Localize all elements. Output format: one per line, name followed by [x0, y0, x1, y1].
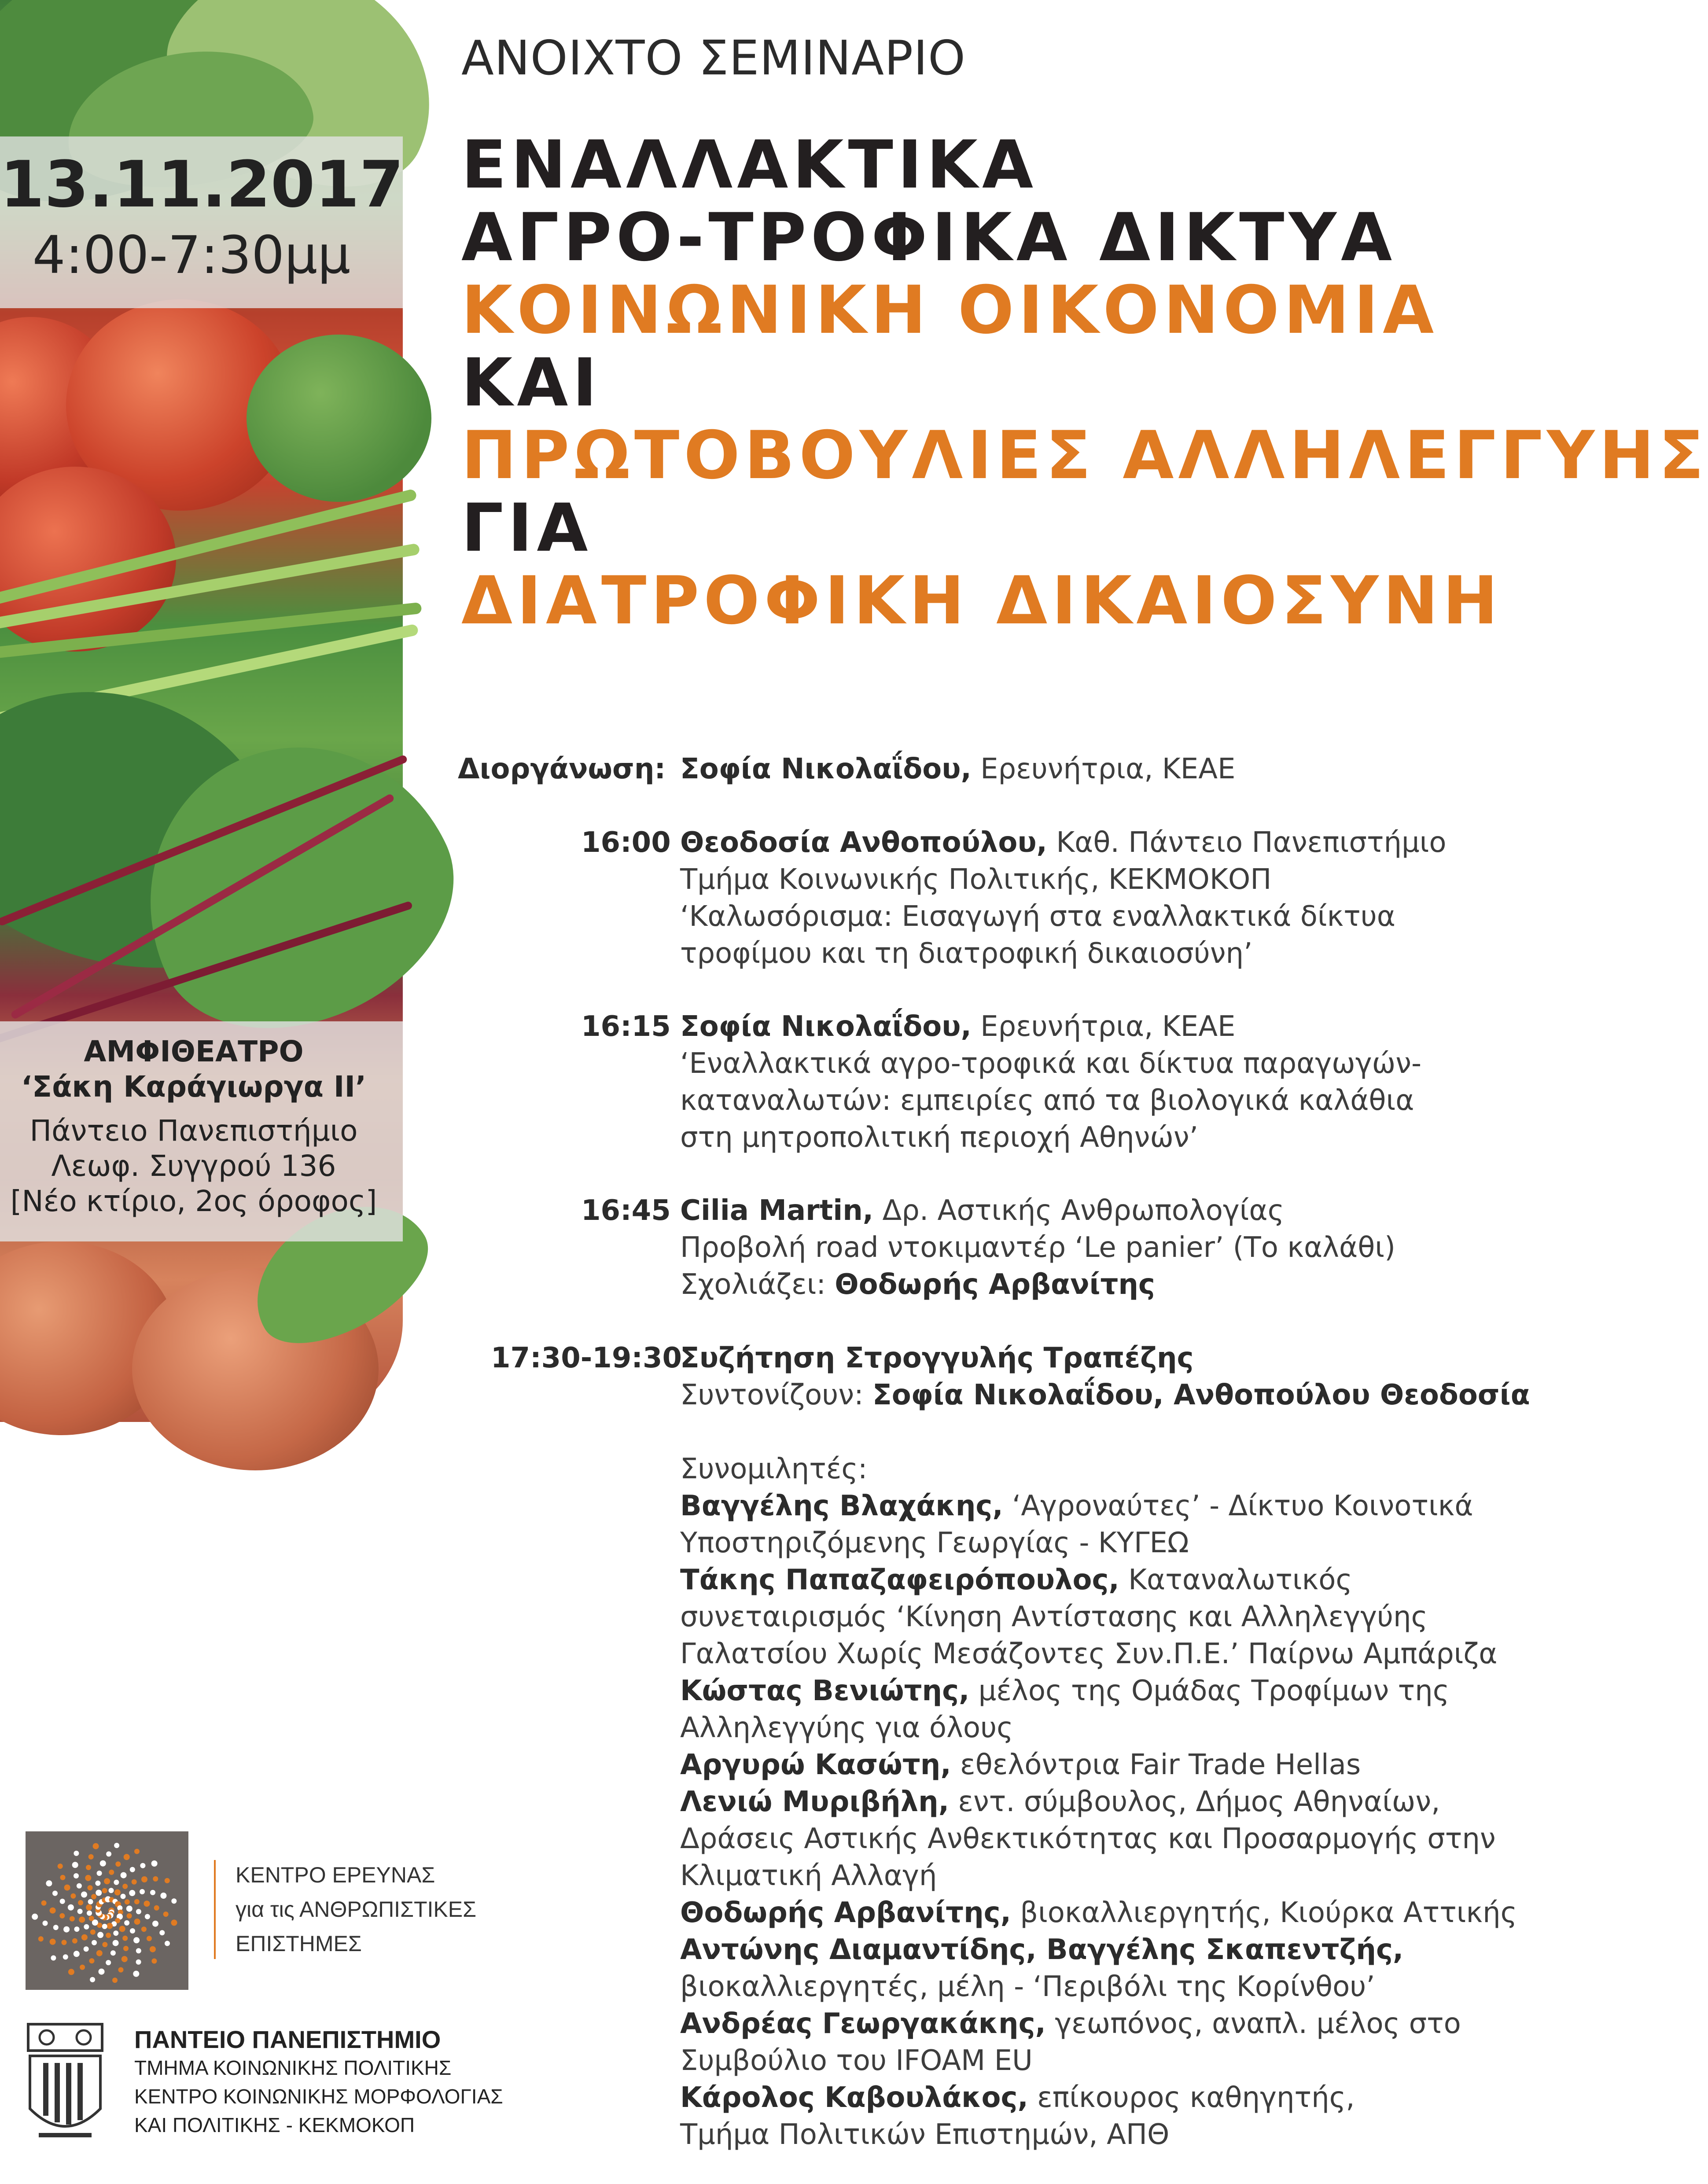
- spiral-dot: [114, 1843, 119, 1848]
- spiral-dot: [130, 1867, 135, 1872]
- title-line-4: ΚΑΙ: [461, 345, 602, 421]
- spiral-dot: [144, 1900, 150, 1907]
- spiral-dot: [32, 1914, 38, 1920]
- spiral-dot: [110, 1950, 116, 1956]
- roundtable-title: Συζήτηση Στρογγυλής Τραπέζης: [680, 1342, 1194, 1374]
- panelist-name: Κάρολος Καβουλάκος,: [680, 2081, 1028, 2114]
- spiral-dot: [130, 1928, 135, 1934]
- spiral-dot: [50, 1908, 56, 1914]
- panelist-desc: γεωπόνος, αναπλ. μέλος στο: [1045, 2007, 1461, 2040]
- spiral-dot: [136, 1909, 141, 1914]
- panelist: [680, 2079, 1355, 2116]
- panelist-desc: εθελόντρια Fair Trade Hellas: [951, 1749, 1361, 1781]
- spiral-dot: [74, 1873, 79, 1878]
- spiral-dot: [63, 1954, 68, 1959]
- spiral-dot: [70, 1893, 76, 1899]
- spiral-dot: [104, 1878, 110, 1884]
- panelist: [680, 1894, 1517, 1931]
- program-detail: τροφίμου και τη διατροφική δικαιοσύνη’: [680, 937, 1253, 970]
- spiral-dot: [134, 1849, 140, 1854]
- spiral-dot: [134, 1919, 140, 1925]
- spiral-dot: [74, 1951, 80, 1957]
- spiral-dot: [100, 1860, 106, 1867]
- spiral-dot: [134, 1899, 140, 1904]
- spiral-dot: [113, 1940, 119, 1946]
- speaker-affiliation: Δρ. Αστικής Ανθρωπολογίας: [873, 1194, 1285, 1227]
- program-detail: ‘Εναλλακτικά αγρο-τροφικά και δίκτυα παραγωγών-: [680, 1047, 1422, 1080]
- panelists-label: Συνομιλητές:: [680, 1453, 868, 1485]
- spiral-dot: [125, 1899, 130, 1904]
- spiral-dot: [136, 1948, 141, 1953]
- panelist-name: Τάκης Παπαζαφειρόπουλος,: [680, 1564, 1119, 1596]
- spiral-dot: [72, 1938, 77, 1944]
- spiral-dot: [85, 1875, 91, 1881]
- program-detail: στη μητροπολιτική περιοχή Αθηνών’: [680, 1121, 1198, 1154]
- spiral-dot: [78, 1900, 83, 1905]
- spiral-dot: [87, 1911, 92, 1916]
- spiral-dot: [114, 1889, 121, 1896]
- spiral-dot: [97, 1871, 102, 1876]
- spiral-dot: [141, 1876, 147, 1882]
- comment-name: Θοδωρής Αρβανίτης: [835, 1268, 1155, 1301]
- spiral-dot: [92, 1940, 97, 1945]
- spiral-dot: [118, 1967, 124, 1973]
- program-detail: Προβολή road ντοκιμαντέρ ‘Le panier’ (Το καλάθι): [680, 1231, 1395, 1264]
- panelist-desc-cont: συνεταιρισμός ‘Κίνηση Αντίστασης και Αλληλεγγύης: [680, 1601, 1428, 1633]
- organization-label: Διοργάνωση:: [458, 753, 666, 785]
- spiral-dot: [41, 1900, 47, 1906]
- program-time: 16:00: [581, 826, 671, 859]
- spiral-dot: [133, 1937, 140, 1943]
- spiral-dot: [68, 1969, 74, 1975]
- title-line-1: ΕΝΑΛΛΑΚΤΙΚΑ: [461, 127, 1038, 203]
- venue-floor: [Νέο κτίριο, 2ος όροφος]: [10, 1184, 377, 1218]
- spiral-dot: [88, 1854, 94, 1860]
- spiral-dot: [43, 1921, 48, 1926]
- spiral-dot: [89, 1958, 95, 1963]
- logo-divider: [214, 1860, 216, 1959]
- spiral-dot: [152, 1921, 158, 1927]
- panelist: [680, 1746, 1361, 1783]
- organizer-name: Σοφία Νικολαΐδου,: [680, 753, 972, 785]
- spiral-dot: [171, 1898, 177, 1904]
- spiral-dot: [124, 1920, 129, 1926]
- spiral-dot: [102, 1924, 107, 1929]
- spiral-dot: [46, 1880, 52, 1886]
- organizer-role: Ερευνήτρια, ΚΕΑΕ: [971, 753, 1236, 785]
- spiral-dot: [129, 1890, 135, 1896]
- panelist-name: Ανδρέας Γεωργακάκης,: [680, 2007, 1046, 2040]
- coordinators-names: Σοφία Νικολαΐδου, Ανθοπούλου Θεοδοσία: [872, 1379, 1530, 1411]
- spiral-dot: [145, 1914, 150, 1919]
- spiral-dot: [59, 1913, 65, 1919]
- spiral-dot: [74, 1851, 79, 1856]
- event-time: 4:00-7:30μμ: [32, 225, 351, 285]
- panelist-desc-cont: Τμήμα Πολιτικών Επιστημών, ΑΠΘ: [680, 2118, 1170, 2151]
- spiral-dot: [123, 1946, 129, 1951]
- spiral-dot: [106, 1933, 111, 1938]
- spiral-dot: [119, 1926, 125, 1932]
- spiral-dot: [81, 1934, 88, 1941]
- title-line-2: ΑΓΡΟ-ΤΡΟΦΙΚΑ ΔΙΚΤΥΑ: [461, 199, 1397, 276]
- spiral-dot: [151, 1860, 158, 1867]
- panelist-desc: εντ. σύμβουλος, Δήμος Αθηναίων,: [949, 1786, 1440, 1818]
- panelist-desc: Καταναλωτικός: [1119, 1564, 1352, 1596]
- spiral-dot: [88, 1885, 93, 1890]
- spiral-dot: [150, 1890, 155, 1895]
- spiral-dot: [51, 1956, 56, 1961]
- spiral-dot: [62, 1940, 67, 1945]
- panelist-desc-cont: Δράσεις Αστικής Ανθεκτικότητας και Προσαρμογής στην: [680, 1823, 1496, 1855]
- panelist-desc-cont: βιοκαλλιεργητές, μέλη - ‘Περιβόλι της Κορίνθου’: [680, 1970, 1375, 2003]
- spiral-dot: [171, 1919, 177, 1926]
- spiral-dot: [133, 1971, 139, 1977]
- spiral-dot: [79, 1917, 85, 1923]
- program-comment: [680, 1266, 1155, 1303]
- spiral-dot: [140, 1863, 145, 1868]
- spiral-dot: [151, 1959, 157, 1964]
- spiral-dot: [126, 1906, 133, 1912]
- panelist-desc: βιοκαλλιεργητής, Κιούρκα Αττικής: [1011, 1897, 1517, 1929]
- spiral-dot: [121, 1872, 127, 1878]
- speaker-affiliation: Ερευνήτρια, ΚΕΑΕ: [971, 1010, 1236, 1043]
- spiral-dot: [52, 1891, 58, 1896]
- title-line-3: ΚΟΙΝΩΝΙΚΗ ΟΙΚΟΝΟΜΙΑ: [461, 272, 1439, 349]
- organization-line: [680, 751, 1235, 788]
- spiral-dot: [50, 1939, 56, 1945]
- spiral-dot: [112, 1978, 118, 1983]
- spiral-dot: [77, 1909, 83, 1914]
- spiral-dot: [84, 1924, 89, 1930]
- spiral-dot: [160, 1893, 166, 1899]
- spiral-dot: [84, 1946, 89, 1952]
- panelist: [680, 2005, 1461, 2042]
- spiral-dot: [97, 1932, 103, 1938]
- panelist-desc-cont: Συμβούλιο του IFOAM EU: [680, 2044, 1033, 2077]
- panteio-center-2: ΚΑΙ ΠΟΛΙΤΙΚΗΣ - ΚΕΚΜΟΚΟΠ: [134, 2114, 415, 2136]
- panelist-desc: επίκουρος καθηγητής,: [1028, 2081, 1355, 2114]
- spiral-dot: [115, 1861, 121, 1867]
- spiral-dot: [132, 1879, 137, 1885]
- venue-address: Λεωφ. Συγγρού 136: [51, 1149, 336, 1183]
- spiral-dot: [122, 1936, 128, 1941]
- panelist: [680, 1672, 1449, 1709]
- panelist-desc-cont: Κλιματική Αλλαγή: [680, 1860, 937, 1892]
- spiral-dot: [90, 1930, 96, 1935]
- program-speaker-line: [680, 824, 1447, 861]
- venue-university: Πάντειο Πανεπιστήμιο: [29, 1114, 358, 1148]
- panteio-center: ΚΕΝΤΡΟ ΚΟΙΝΩΝΙΚΗΣ ΜΟΡΦΟΛΟΓΙΑΣ: [134, 2085, 503, 2108]
- panelist-desc: μέλος της Ομάδας Τροφίμων της: [969, 1675, 1450, 1707]
- spiral-dot: [68, 1904, 74, 1911]
- spiral-dot: [122, 1884, 128, 1889]
- spiral-dot: [109, 1888, 114, 1893]
- speaker-name: Cilia Martin,: [680, 1194, 874, 1227]
- spiral-dot: [163, 1911, 169, 1917]
- spiral-dot: [70, 1916, 75, 1922]
- title-line-6: ΓΙΑ: [461, 490, 593, 567]
- spiral-dot: [96, 1950, 103, 1956]
- spiral-dot: [165, 1878, 170, 1883]
- program-speaker-line: [680, 1192, 1284, 1229]
- panelist: [680, 1562, 1352, 1598]
- title-line-5: ΠΡΩΤΟΒΟΥΛΙΕΣ ΑΛΛΗΛΕΓΓΥΗΣ: [461, 417, 1708, 494]
- panteio-emblem-icon: [26, 2021, 105, 2144]
- spiral-dot: [72, 1862, 78, 1868]
- spiral-dot: [154, 1905, 159, 1911]
- spiral-dot: [99, 1969, 105, 1975]
- speaker-affiliation: Καθ. Πάντειο Πανεπιστήμιο: [1047, 826, 1447, 859]
- spiral-dot: [113, 1930, 118, 1936]
- spiral-dot: [114, 1880, 119, 1885]
- spiral-dot: [121, 1894, 126, 1899]
- keae-name-line-1: ΚΕΝΤΡΟ ΕΡΕΥΝΑΣ: [236, 1863, 435, 1887]
- spiral-dot: [165, 1941, 170, 1946]
- spiral-dot: [86, 1865, 91, 1870]
- spiral-dot: [153, 1876, 158, 1882]
- spiral-dot: [74, 1926, 80, 1932]
- event-date: 13.11.2017: [0, 147, 404, 222]
- spiral-dot: [89, 1916, 94, 1921]
- spiral-dot: [141, 1926, 147, 1932]
- spiral-dot: [90, 1977, 95, 1982]
- spiral-dot: [102, 1942, 107, 1947]
- spiral-dot: [38, 1936, 44, 1941]
- program-detail: ‘Καλωσόρισμα: Εισαγωγή στα εναλλακτικά δίκτυα: [680, 900, 1395, 933]
- venue-hall-name: ‘Σάκη Καράγιωργα ΙΙ’: [21, 1070, 367, 1104]
- spiral-dot: [93, 1843, 99, 1849]
- panelist-name: Αντώνης Διαμαντίδης, Βαγγέλης Σκαπεντζής,: [680, 1934, 1404, 1966]
- spiral-dot: [127, 1913, 132, 1919]
- spiral-dot: [136, 1959, 141, 1965]
- panelist-name: Λενιώ Μυριβήλη,: [680, 1786, 949, 1818]
- spiral-dot: [91, 1894, 96, 1899]
- spiral-dot: [60, 1899, 65, 1904]
- program-detail: Τμήμα Κοινωνικής Πολιτικής, ΚΕΚΜΟΚΟΠ: [680, 863, 1272, 896]
- keae-name-line-2: για τις ΑΝΘΡΩΠΙΣΤΙΚΕΣ: [236, 1897, 477, 1922]
- panelist-name: Αργυρώ Κασώτη,: [680, 1749, 951, 1781]
- spiral-dot: [64, 1885, 70, 1891]
- keae-logo-icon: [26, 1831, 188, 1990]
- panelist-desc-cont: Γαλατσίου Χωρίς Μεσάζοντες Συν.Π.Ε.’ Παίρνω Αμπάριζα: [680, 1638, 1498, 1670]
- program-time: 17:30-19:30: [491, 1342, 682, 1374]
- spiral-dot: [96, 1890, 102, 1896]
- spiral-dot: [109, 1870, 114, 1875]
- venue-hall: ΑΜΦΙΘΕΑΤΡΟ: [84, 1035, 304, 1068]
- spiral-dot: [150, 1946, 156, 1952]
- spiral-dot: [140, 1889, 145, 1894]
- spiral-dot: [121, 1956, 128, 1962]
- spiral-dot: [88, 1899, 93, 1904]
- spiral-dot: [81, 1892, 87, 1898]
- panelist: [680, 1783, 1440, 1820]
- panelist-name: Κώστας Βενιώτης,: [680, 1675, 970, 1707]
- spiral-dot: [106, 1960, 111, 1965]
- roundtable-coordinators: [680, 1377, 1530, 1414]
- keae-name-line-3: ΕΠΙΣΤΗΜΕΣ: [236, 1931, 362, 1956]
- spiral-dot: [86, 1904, 92, 1911]
- panelist-name: Θοδωρής Αρβανίτης,: [680, 1897, 1011, 1929]
- spiral-dot: [147, 1936, 152, 1941]
- spiral-dot: [95, 1881, 100, 1886]
- speaker-name: Σοφία Νικολαΐδου,: [680, 1010, 972, 1043]
- panteio-name: ΠΑΝΤΕΙΟ ΠΑΝΕΠΙΣΤΗΜΙΟ: [134, 2026, 441, 2053]
- program-speaker-line: [680, 1008, 1235, 1045]
- comment-label: Σχολιάζει:: [680, 1268, 835, 1301]
- spiral-dot: [159, 1930, 165, 1935]
- program-detail: καταναλωτών: εμπειρίες από τα βιολογικά καλάθια: [680, 1084, 1414, 1117]
- panteio-dept: ΤΜΗΜΑ ΚΟΙΝΩΝΙΚΗΣ ΠΟΛΙΤΙΚΗΣ: [134, 2056, 452, 2079]
- spiral-dot: [102, 1888, 107, 1893]
- spiral-dot: [63, 1926, 70, 1933]
- panelist: [680, 1931, 1403, 1968]
- program-time: 16:45: [581, 1194, 671, 1227]
- spiral-dot: [53, 1925, 59, 1930]
- spiral-dot: [77, 1883, 82, 1889]
- spiral-dot: [124, 1854, 130, 1860]
- title-line-7: ΔΙΑΤΡΟΦΙΚΗ ΔΙΚΑΙΟΣΥΝΗ: [461, 563, 1502, 639]
- program-time: 16:15: [581, 1010, 671, 1043]
- spiral-dot: [107, 1923, 113, 1929]
- panelist-name: Βαγγέλης Βλαχάκης,: [680, 1490, 1003, 1522]
- panelist-desc-cont: Αλληλεγγύης για όλους: [680, 1712, 1013, 1744]
- spiral-dot: [106, 1851, 111, 1856]
- coordinators-label: Συντονίζουν:: [680, 1379, 872, 1411]
- seminar-kicker: ΑΝΟΙΧΤΟ ΣΕΜΙΝΑΡΙΟ: [461, 31, 966, 86]
- panelist-desc: ‘Αγροναύτες’ - Δίκτυο Κοινοτικά: [1003, 1490, 1473, 1522]
- spiral-dot: [60, 1875, 66, 1880]
- panelist-desc-cont: Υποστηριζόμενης Γεωργίας - ΚΥΓΕΩ: [680, 1527, 1189, 1559]
- spiral-dot: [80, 1965, 85, 1970]
- spiral-dot: [58, 1864, 63, 1869]
- panelist: [680, 1488, 1473, 1525]
- speaker-name: Θεοδοσία Ανθοπούλου,: [680, 826, 1047, 859]
